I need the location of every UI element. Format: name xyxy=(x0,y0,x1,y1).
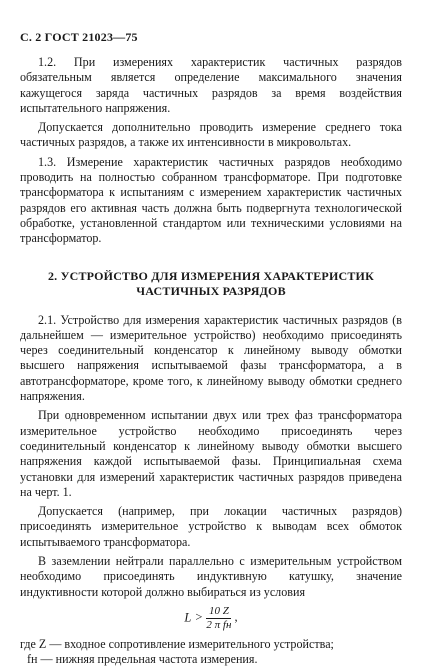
page-header: С. 2 ГОСТ 21023—75 xyxy=(20,30,138,44)
formula-denominator: 2 π fн xyxy=(206,618,232,631)
formula-comma: , xyxy=(234,610,238,625)
paragraph-location: Допускается (например, при локации частичных разрядов) присоединять измерительное устройство к выводам всех обмоток испытываемого трансформатора. xyxy=(20,504,402,549)
section-title-line-2: ЧАСТИЧНЫХ РАЗРЯДОВ xyxy=(136,283,286,298)
paragraph-average-current: Допускается дополнительно проводить измерение среднего тока частичных разрядов, а также их интенсивности в микровольтах. xyxy=(20,120,402,150)
section-title xyxy=(20,269,402,299)
formula-fraction xyxy=(206,606,231,631)
paragraph-1-2: 1.2. При измерениях характеристик частичных разрядов обязательным является определение максимального значения кажущегося заряда частичных разрядов за время воздействия испытательного напряжения. xyxy=(20,55,402,115)
formula-lhs: L xyxy=(184,610,192,625)
inductance-formula xyxy=(20,606,402,631)
where-line-2: fн — нижняя предельная частота измерения. xyxy=(27,652,258,667)
formula-numerator: 10 Z xyxy=(206,606,231,619)
paragraph-2-1: 2.1. Устройство для измерения характеристик частичных разрядов (в дальнейшем — измерительное устройство) необходимо присоединять через соединительный конденсатор к линейному выводу обмотки высшего напряжения испытываемой фазы трансформатора, а в автотрансформаторе, кроме того, к линейному выводу обмотки среднего напряжения. xyxy=(20,312,402,404)
paragraph-neutral-grounding: В заземлении нейтрали параллельно с измерительным устройством необходимо присоединять индуктивную катушку, значение индуктивности которой должно выбираться из условия xyxy=(20,554,402,599)
paragraph-multiphase: При одновременном испытании двух или трех фаз трансформатора измерительное устройство необходимо присоединять через соединительный конденсатор к линейному выводу обмотки высшего напряжения каждой испытываемой фазы. Принципиальная схема установки для измерений характеристик частичных разрядов приведена на черт. 1. xyxy=(20,408,402,499)
where-line-1: где Z — входное сопротивление измерительного устройства; xyxy=(20,636,334,651)
section-title-line-1: 2. УСТРОЙСТВО ДЛЯ ИЗМЕРЕНИЯ ХАРАКТЕРИСТИК xyxy=(47,268,374,283)
paragraph-1-3: 1.3. Измерение характеристик частичных разрядов необходимо проводить на полностью собранном трансформаторе. При подготовке трансформатора к испытаниям с измерением характеристик частичных разрядов его активная часть должна быть подвергнута технологической обработке, установленной стандартом или техническими условиями на трансформатор. xyxy=(20,154,402,246)
formula-relation: > xyxy=(195,610,203,625)
